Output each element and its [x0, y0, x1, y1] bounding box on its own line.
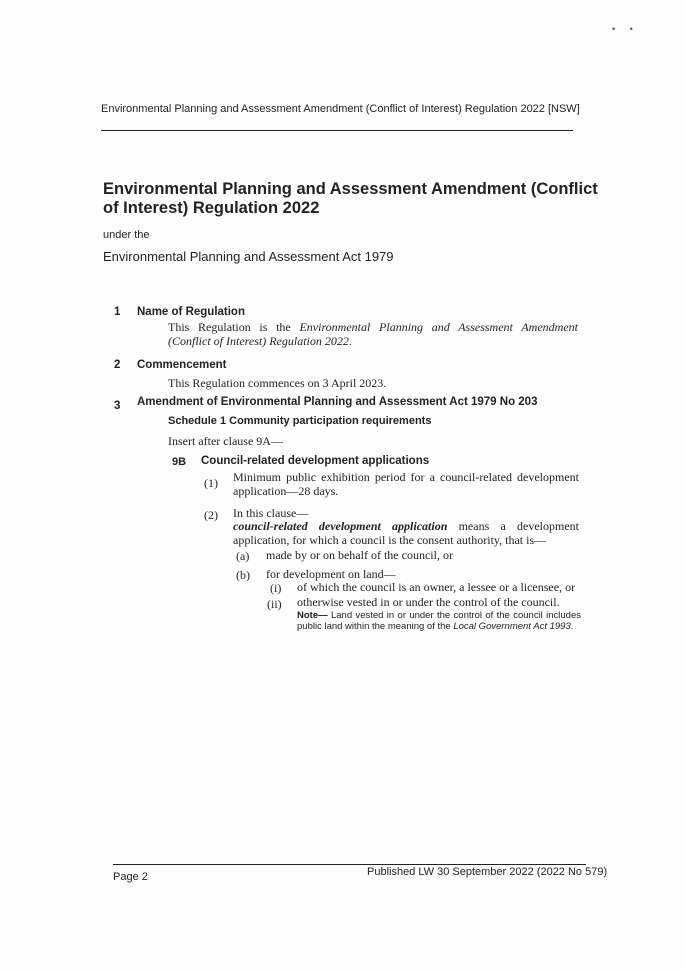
under-the-label: under the	[103, 229, 150, 241]
section-1-text	[168, 320, 578, 348]
section-1-text-post: .	[348, 334, 352, 348]
header-rule	[101, 130, 573, 131]
subparagraph-ii-number: (ii)	[267, 597, 282, 611]
note-end: .	[570, 621, 574, 632]
definition-text: means a development application, for which a council is the consent authority, that is—	[233, 519, 579, 547]
regulation-title: Environmental Planning and Assessment Amendment (Conflict of Interest) Regulation 2022	[103, 180, 598, 217]
section-3-heading: Amendment of Environmental Planning and Assessment Act 1979 No 203	[137, 396, 538, 408]
subclause-1-text: Minimum public exhibition period for a council-related development application—28 days.	[233, 470, 579, 498]
page-number: Page 2	[113, 871, 148, 883]
subclause-2-number: (2)	[204, 508, 218, 522]
subclause-2-text: In this clause—	[233, 506, 309, 520]
definition-term: council-related development application	[233, 519, 448, 533]
act-name: Environmental Planning and Assessment Act 1979	[103, 249, 394, 264]
running-header: Environmental Planning and Assessment Amendment (Conflict of Interest) Regulation 2022 [NSW]	[101, 103, 580, 115]
clause-note	[297, 610, 581, 632]
regulation-name-italic: Environmental Planning and Assessment Amendment (Conflict of Interest) Regulation 2022	[168, 320, 578, 348]
subparagraph-i-text: of which the council is an owner, a lessee or a licensee, or	[297, 580, 576, 594]
paragraph-a-text: made by or on behalf of the council, or	[266, 548, 453, 562]
section-3-number: 3	[114, 400, 121, 412]
definition	[233, 519, 579, 547]
clause-number: 9B	[172, 456, 187, 468]
note-text: Land vested in or under the control of the council includes public land within the meaning of the	[297, 610, 581, 632]
paragraph-a-number: (a)	[236, 549, 250, 563]
paragraph-b-text: for development on land—	[266, 567, 396, 581]
section-1-number: 1	[114, 306, 121, 318]
amendment-instruction: Insert after clause 9A—	[168, 434, 283, 448]
section-1-text-pre: This Regulation is the	[168, 320, 300, 334]
section-2-number: 2	[114, 359, 121, 371]
subclause-1-number: (1)	[204, 476, 218, 490]
footer-rule	[113, 864, 586, 865]
note-act-italic: Local Government Act 1993	[453, 621, 571, 632]
schedule-heading: Schedule 1 Community participation requirements	[168, 415, 432, 427]
section-2-text: This Regulation commences on 3 April 2023.	[168, 376, 387, 390]
publication-info: Published LW 30 September 2022 (2022 No 579)	[367, 866, 608, 878]
note-label: Note—	[297, 610, 328, 621]
section-1-heading: Name of Regulation	[137, 306, 245, 318]
scan-marks: • •	[612, 24, 656, 34]
paragraph-b-number: (b)	[236, 568, 250, 582]
subparagraph-ii-text: otherwise vested in or under the control of the council.	[297, 595, 560, 609]
clause-heading: Council-related development applications	[201, 455, 430, 467]
section-2-heading: Commencement	[137, 359, 227, 371]
subparagraph-i-number: (i)	[270, 581, 282, 595]
